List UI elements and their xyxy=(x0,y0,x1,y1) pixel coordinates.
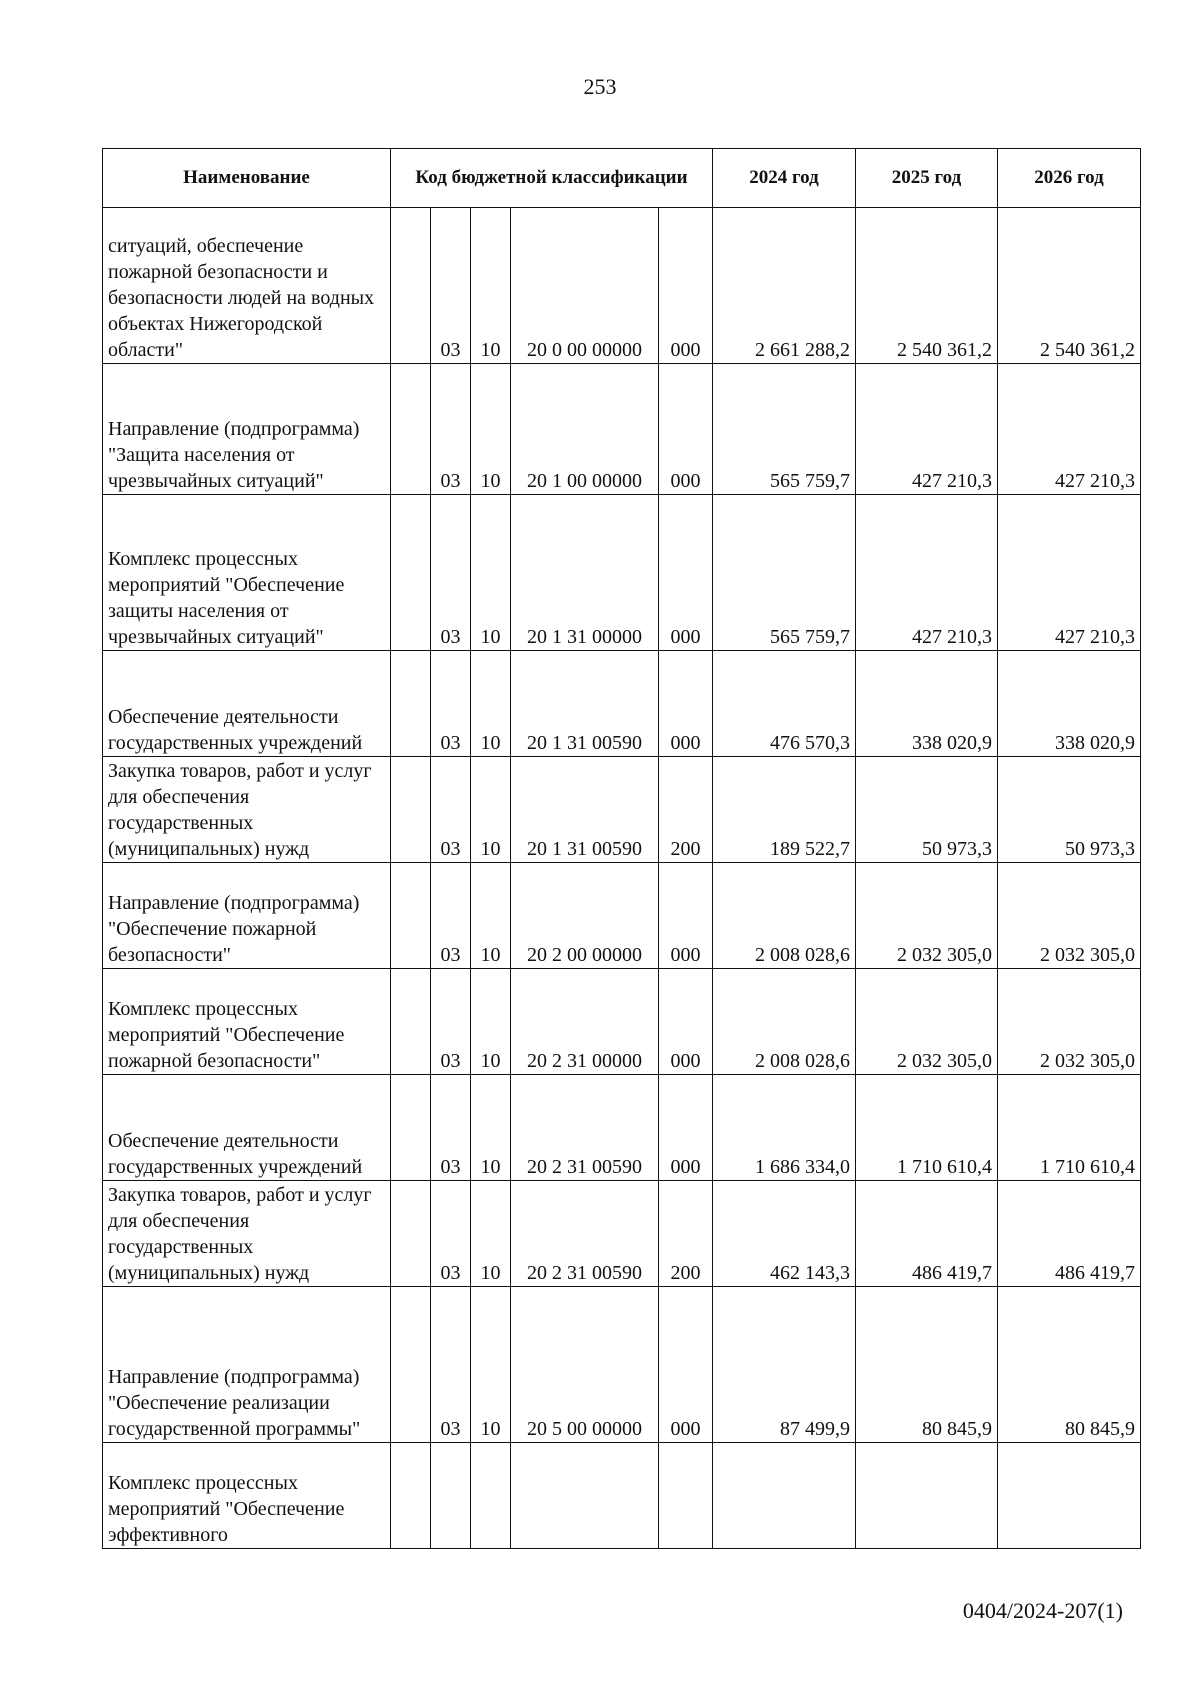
table-row xyxy=(103,757,1141,863)
code-expense-type xyxy=(659,1443,713,1549)
code-target-article: 20 5 00 00000 xyxy=(511,1287,659,1443)
value-2026: 486 419,7 xyxy=(998,1181,1141,1287)
code-section xyxy=(391,757,431,863)
value-2025: 2 032 305,0 xyxy=(856,969,998,1075)
code-expense-type: 000 xyxy=(659,364,713,495)
header-2025: 2025 год xyxy=(856,149,998,208)
value-2026: 1 710 610,4 xyxy=(998,1075,1141,1181)
code-subsection: 10 xyxy=(471,1181,511,1287)
row-name: Комплекс процессных мероприятий "Обеспечение эффективного xyxy=(103,1443,391,1549)
code-chapter: 03 xyxy=(431,969,471,1075)
value-2024: 1 686 334,0 xyxy=(713,1075,856,1181)
row-name: Направление (подпрограмма) "Обеспечение реализации государственной программы" xyxy=(103,1287,391,1443)
code-chapter: 03 xyxy=(431,208,471,364)
code-target-article: 20 1 31 00590 xyxy=(511,651,659,757)
code-subsection: 10 xyxy=(471,757,511,863)
value-2026 xyxy=(998,1443,1141,1549)
value-2024: 462 143,3 xyxy=(713,1181,856,1287)
value-2025: 2 540 361,2 xyxy=(856,208,998,364)
value-2026: 80 845,9 xyxy=(998,1287,1141,1443)
code-section xyxy=(391,1287,431,1443)
code-target-article: 20 2 31 00590 xyxy=(511,1075,659,1181)
value-2024: 2 008 028,6 xyxy=(713,969,856,1075)
table-body xyxy=(103,208,1141,1549)
value-2025: 2 032 305,0 xyxy=(856,863,998,969)
budget-table xyxy=(102,148,1141,1549)
code-subsection: 10 xyxy=(471,651,511,757)
table-row xyxy=(103,1181,1141,1287)
code-section xyxy=(391,1181,431,1287)
code-section xyxy=(391,1075,431,1181)
code-expense-type: 200 xyxy=(659,757,713,863)
value-2025: 486 419,7 xyxy=(856,1181,998,1287)
code-section xyxy=(391,651,431,757)
table-row xyxy=(103,364,1141,495)
code-chapter: 03 xyxy=(431,1181,471,1287)
code-target-article: 20 0 00 00000 xyxy=(511,208,659,364)
value-2026: 2 540 361,2 xyxy=(998,208,1141,364)
code-chapter: 03 xyxy=(431,757,471,863)
page-number: 253 xyxy=(583,74,617,99)
table-row xyxy=(103,1443,1141,1549)
code-subsection: 10 xyxy=(471,495,511,651)
code-chapter: 03 xyxy=(431,495,471,651)
code-target-article: 20 2 31 00000 xyxy=(511,969,659,1075)
value-2026: 338 020,9 xyxy=(998,651,1141,757)
value-2025 xyxy=(856,1443,998,1549)
code-expense-type: 000 xyxy=(659,969,713,1075)
table-row xyxy=(103,495,1141,651)
row-name: Закупка товаров, работ и услуг для обеспечения государственных (муниципальных) нужд xyxy=(103,1181,391,1287)
code-chapter: 03 xyxy=(431,1287,471,1443)
row-name: Закупка товаров, работ и услуг для обеспечения государственных (муниципальных) нужд xyxy=(103,757,391,863)
row-name: Обеспечение деятельности государственных учреждений xyxy=(103,651,391,757)
value-2024: 2 008 028,6 xyxy=(713,863,856,969)
code-target-article: 20 1 31 00000 xyxy=(511,495,659,651)
value-2025: 427 210,3 xyxy=(856,495,998,651)
code-expense-type: 200 xyxy=(659,1181,713,1287)
document-code: 0404/2024-207(1) xyxy=(962,1598,1123,1623)
value-2025: 427 210,3 xyxy=(856,364,998,495)
value-2025: 338 020,9 xyxy=(856,651,998,757)
header-2026: 2026 год xyxy=(998,149,1141,208)
code-expense-type: 000 xyxy=(659,863,713,969)
table-row xyxy=(103,1075,1141,1181)
code-section xyxy=(391,1443,431,1549)
table-row xyxy=(103,1287,1141,1443)
value-2025: 80 845,9 xyxy=(856,1287,998,1443)
value-2026: 427 210,3 xyxy=(998,364,1141,495)
value-2025: 1 710 610,4 xyxy=(856,1075,998,1181)
code-chapter xyxy=(431,1443,471,1549)
code-target-article: 20 1 00 00000 xyxy=(511,364,659,495)
row-name: ситуаций, обеспечение пожарной безопасности и безопасности людей на водных объектах Нижегородской области" xyxy=(103,208,391,364)
value-2025: 50 973,3 xyxy=(856,757,998,863)
value-2024: 565 759,7 xyxy=(713,495,856,651)
code-section xyxy=(391,208,431,364)
row-name: Комплекс процессных мероприятий "Обеспечение пожарной безопасности" xyxy=(103,969,391,1075)
code-expense-type: 000 xyxy=(659,208,713,364)
header-code: Код бюджетной классификации xyxy=(391,149,713,208)
header-row xyxy=(103,149,1141,208)
row-name: Направление (подпрограмма) "Защита населения от чрезвычайных ситуаций" xyxy=(103,364,391,495)
code-chapter: 03 xyxy=(431,863,471,969)
code-subsection: 10 xyxy=(471,969,511,1075)
code-section xyxy=(391,969,431,1075)
value-2024: 87 499,9 xyxy=(713,1287,856,1443)
code-chapter: 03 xyxy=(431,651,471,757)
code-target-article xyxy=(511,1443,659,1549)
code-target-article: 20 1 31 00590 xyxy=(511,757,659,863)
header-name: Наименование xyxy=(103,149,391,208)
code-subsection xyxy=(471,1443,511,1549)
value-2024: 565 759,7 xyxy=(713,364,856,495)
code-target-article: 20 2 00 00000 xyxy=(511,863,659,969)
code-section xyxy=(391,863,431,969)
row-name: Обеспечение деятельности государственных учреждений xyxy=(103,1075,391,1181)
code-expense-type: 000 xyxy=(659,495,713,651)
row-name: Направление (подпрограмма) "Обеспечение пожарной безопасности" xyxy=(103,863,391,969)
table-row xyxy=(103,969,1141,1075)
value-2024: 476 570,3 xyxy=(713,651,856,757)
table-row xyxy=(103,208,1141,364)
code-section xyxy=(391,364,431,495)
value-2024 xyxy=(713,1443,856,1549)
value-2026: 50 973,3 xyxy=(998,757,1141,863)
code-subsection: 10 xyxy=(471,1075,511,1181)
value-2024: 2 661 288,2 xyxy=(713,208,856,364)
code-section xyxy=(391,495,431,651)
header-2024: 2024 год xyxy=(713,149,856,208)
value-2026: 427 210,3 xyxy=(998,495,1141,651)
code-subsection: 10 xyxy=(471,208,511,364)
code-expense-type: 000 xyxy=(659,651,713,757)
table-row xyxy=(103,863,1141,969)
code-expense-type: 000 xyxy=(659,1075,713,1181)
value-2026: 2 032 305,0 xyxy=(998,969,1141,1075)
code-chapter: 03 xyxy=(431,364,471,495)
code-subsection: 10 xyxy=(471,1287,511,1443)
code-target-article: 20 2 31 00590 xyxy=(511,1181,659,1287)
code-expense-type: 000 xyxy=(659,1287,713,1443)
code-subsection: 10 xyxy=(471,364,511,495)
row-name: Комплекс процессных мероприятий "Обеспечение защиты населения от чрезвычайных ситуаций" xyxy=(103,495,391,651)
code-subsection: 10 xyxy=(471,863,511,969)
code-chapter: 03 xyxy=(431,1075,471,1181)
value-2026: 2 032 305,0 xyxy=(998,863,1141,969)
table-row xyxy=(103,651,1141,757)
value-2024: 189 522,7 xyxy=(713,757,856,863)
